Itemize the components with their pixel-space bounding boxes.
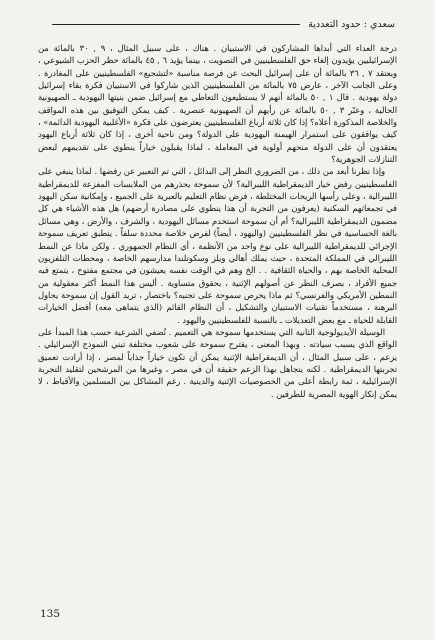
- paragraph: وإذا نظرنا أبعد من ذلك ، من الضروري النظر إلى البدائل ، التي تم التعبير عن رفضها . لماذا ينبغي على الفلسطينيين رفض خيار الديمقراطية الليبرالية؟ لأن سموحة يحذرهم من الملابسات المفزعة للديمقراطية الليبرالية ، وعلى رأسها الريحات المختلطة ، فرض نظام التعليم بالعبرية على الجميع ، وإمكانية سكن اليهود في تجمعاتهم السكنية (يعرفون من التجربة أن هذا ينطوي على مصادرة أرضهم) هل هذه الأشياء هي كل مضمون الديمقراطية الليبرالية؟ أم أن سموحة استخدم مسائل اليهودية ، والشرف ، والأرض ، وهي مسائل بالغة الحساسية في نظر الفلسطينيين (واليهود ، أيضاً) لفرض خلاصة محددة سلفاً . ينطبق تعريف سموحة الإجرائي للديمقراطية الليبرالية على نوع واحد من الأنظمة ، أي النظام الجمهوري . ولكن ماذا عن النمط الليبرالي في المملكة المتحدة ، حيث يملك أهالي ويلز وسكوتلندا مدارسهم الخاصة ، ومحطات التلفزيون المحلية الخاصة بهم ، والحياة الثقافية . . الخ وهم في الوقت نفسه يعيشون في مجتمع مفتوح ، يتمتع فيه جميع الأفراد ، بصرف النظر عن أصولهم الإثنية ، بحقوق متساوية . أليس هذا النمط أكثر معقولية من النمطين الأمريكي والفرنسي؟ ثم ماذا يحرص سموحة على تجنبه؟ باختصار ، تريد القول إن سموحة يحاول البرهنة ، مستخدماً تقنيات الاستبيان والتشكيل ، أن النظام القائم (الذي يتماهى معه) أفضل الخيارات القابلة للحياة ـ مع بعض التعديلات ـ بالنسبة للفلسطينيين واليهود .: [38, 166, 397, 325]
- paragraph: درجة العداء التي أبداها المشاركون في الاستبيان . هناك ، على سبيل المثال ، ٩ , ٣٠ بالمائة من الإسرائيليين يؤيدون إلغاء حق الفلسطينيين في التصويت ، بينما يؤيد ٦ , ٤٥ بالمائة حظر الحزب الشيوعي ، ويعتقد ٧ , ٣٦ بالمائة أن على إسرائيل البحث عن فرصة مناسبة «لتشجيع» الفلسطينيين على المغادرة . وعلى الجانب الآخر ، عارض ٧٥ بالمائة من الفلسطينيين الذين شاركوا في الاستبيان فكرة بقاء إسرائيل دولة يهودية . قال ١ , ٥٠ بالمائة أنهم لا يستطيعون التعاطي مع إسرائيل ضمن بنيتها اليهودية ـ الصهيونية الحالية ، وعبّر ٣ , ٥٠ بالمائة عن رأيهم أن الصهيونية عنصرية . كيف يمكن التوفيق بين هذه المواقف والخلاصة المذكورة أعلاه؟ إذا كان ثلاثة أرباع الفلسطينيين يعترضون على فكرة «الأغلبية اليهودية الدائمة» ، كيف يوافقون على استمرار الهيمنة اليهودية على الدولة؟ ومن ناحية أخرى ، إذا كان ثلاثة أرباع اليهود يعتقدون أن على الدولة منحهم أولوية في المعاملة ، لماذا يقبلون خياراً ينطوي على تقديمهم لبعض التنازلات الجوهرية؟: [38, 43, 397, 165]
- page-number: 135: [40, 608, 61, 620]
- page-header: [52, 14, 395, 34]
- paragraph: الوسيلة الأيديولوجية الثانية التي يستخدمها سموحة هي التعميم . تُضفي الشرعية حسب هذا المبدأ على الواقع الذي يسبب سيادته . وبهذا المعنى ، يقترح سموحة على شعوب مختلفة تبني النموذج الإسرائيلي . يزعم ، على سبيل المثال ، أن الديمقراطية الإثنية يمكن أن تكون خياراً جذاباً لمصر ، إذا أرادت تعميق تجربتها الديمقراطية . لكنه يتجاهل بهذا الزعم حقيقة أن في مصر ، وغيرها من المرشحين لتقليد التجربة الإسرائيلية ، ثمة رابطة أعلى من الخصوصيات الإثنية والدينية . رغم المشاكل بين المسلمين والأقباط ، لا يمكن إنكار الهوية المصرية للطرفين .: [38, 326, 397, 399]
- running-head: سعدي : حدود التعددية: [308, 18, 395, 30]
- body-text: [38, 42, 397, 400]
- header-rule: [52, 24, 300, 25]
